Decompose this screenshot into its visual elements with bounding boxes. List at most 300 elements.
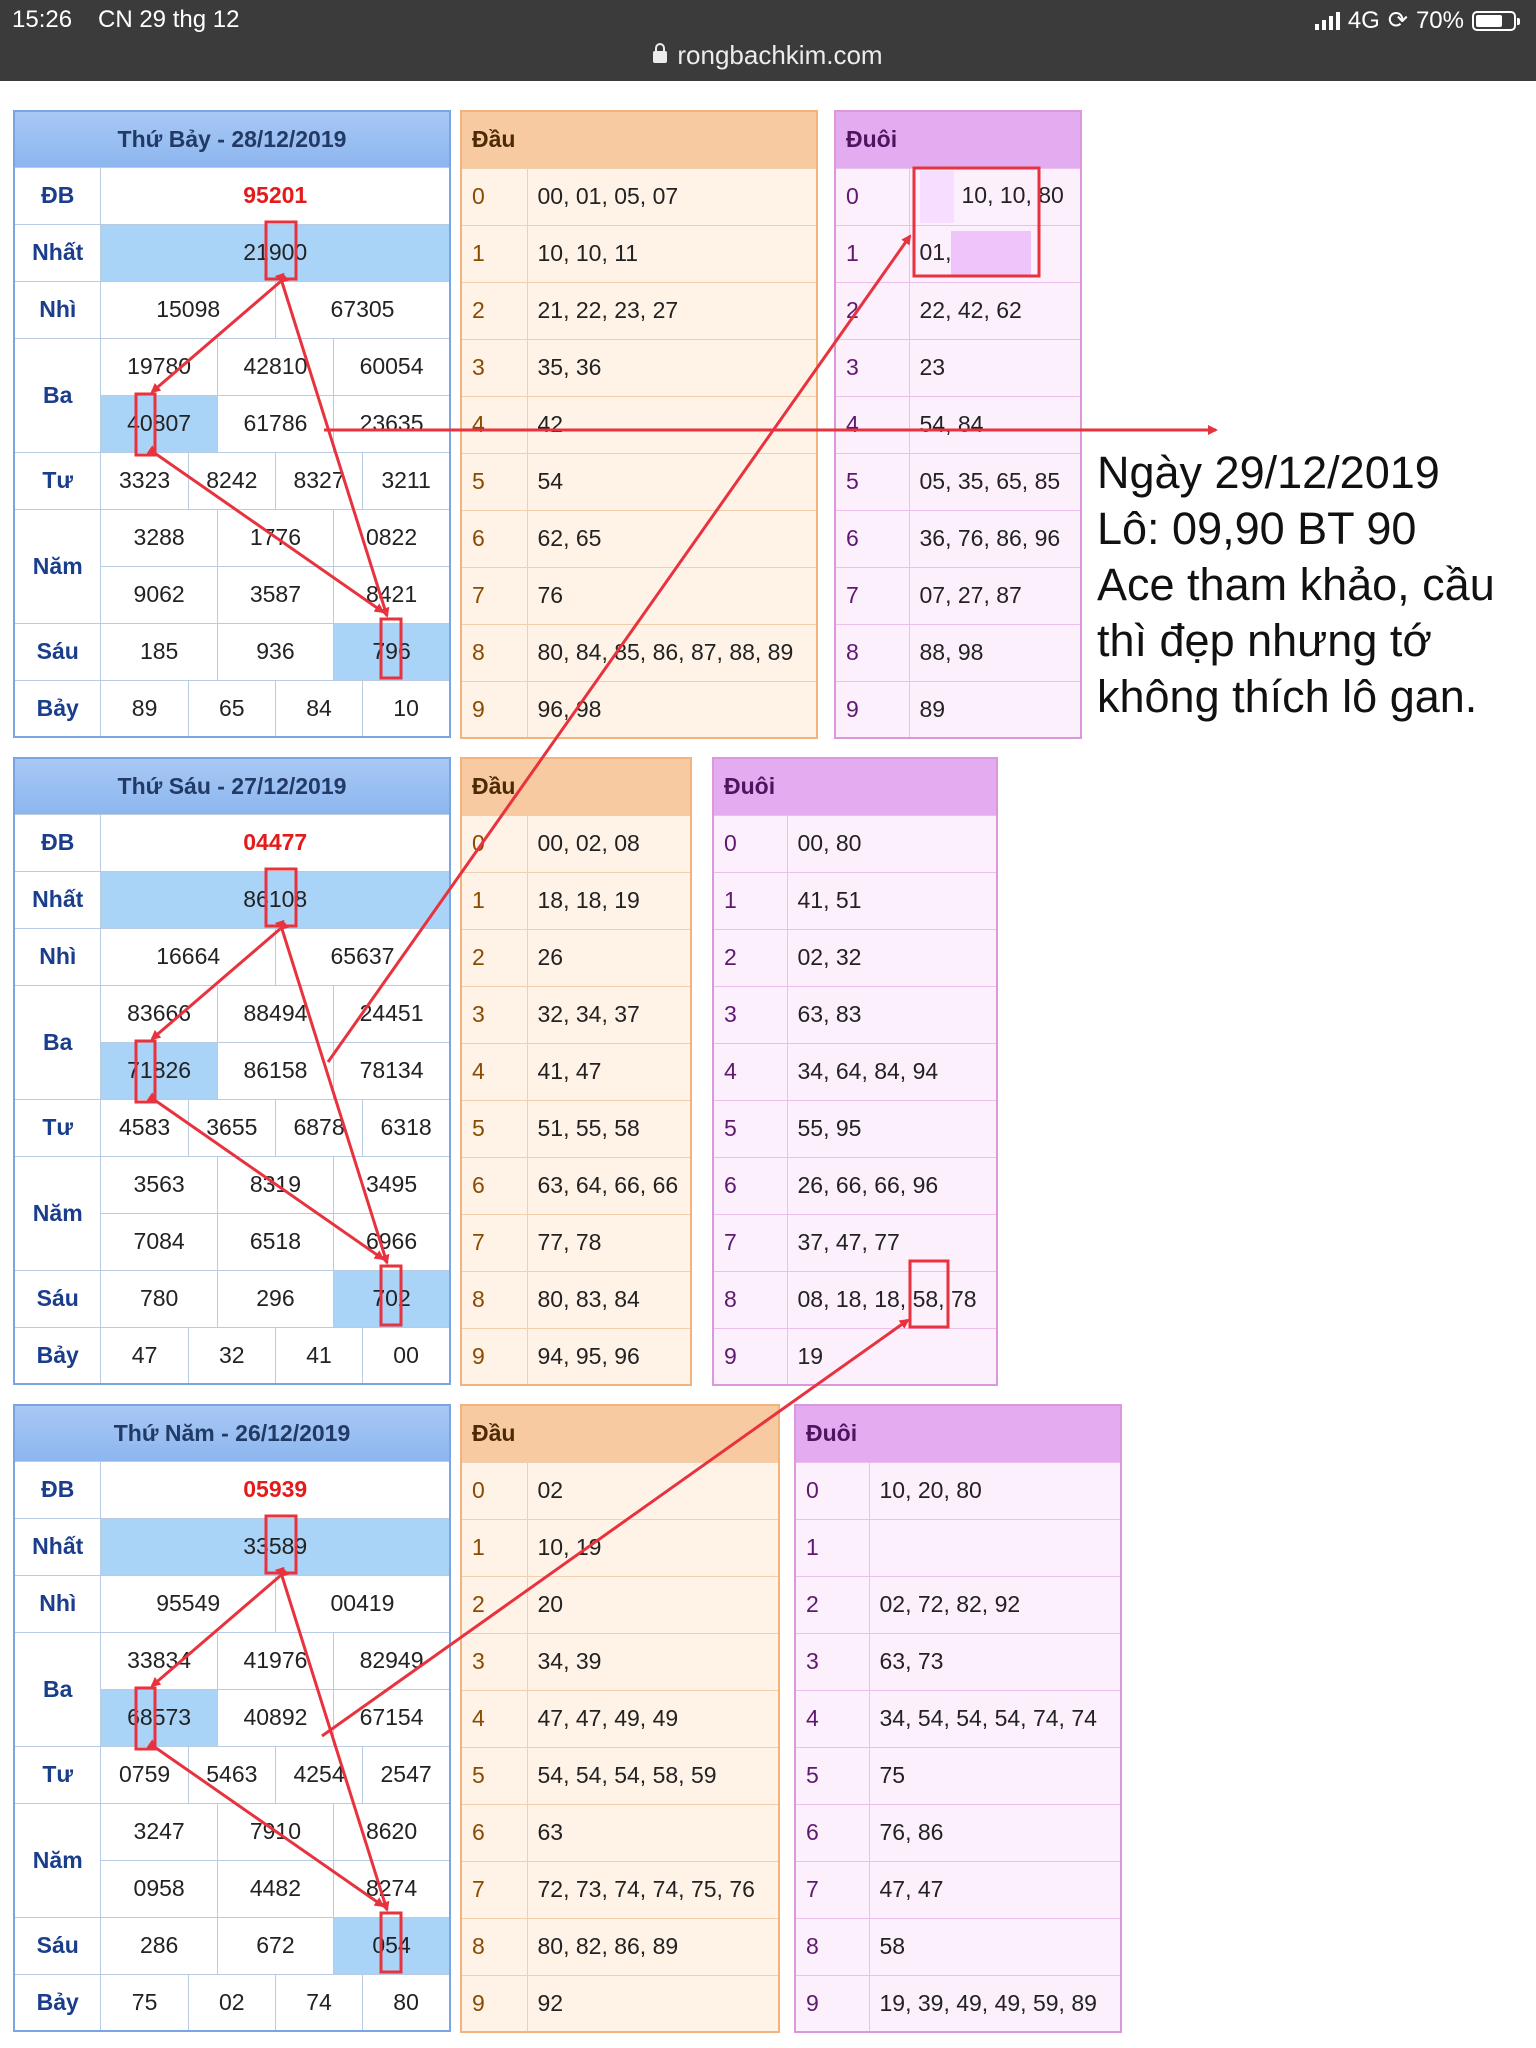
dau-digit: 3: [461, 986, 527, 1043]
fifth-prize-value: 3247: [101, 1803, 217, 1860]
seventh-prize-row: [14, 1327, 450, 1384]
third-prize-value: 40892: [217, 1689, 333, 1746]
fourth-prize-row: [14, 1099, 450, 1156]
duoi-header-row: [835, 111, 1081, 168]
duoi-header-row: [795, 1405, 1121, 1462]
dau-row: [461, 225, 817, 282]
duoi-digit: 8: [835, 624, 909, 681]
second-prize-value: 16664: [101, 928, 275, 985]
first-prize-row: [14, 871, 450, 928]
duoi-values: [909, 453, 1081, 510]
dau-row: [461, 1747, 779, 1804]
sixth-prize-value: 936: [217, 623, 333, 680]
duoi-value-text: 02, 32: [797, 944, 862, 970]
duoi-digit: 1: [713, 872, 787, 929]
dau-values: 35, 36: [527, 339, 817, 396]
dau-digit: 7: [461, 1214, 527, 1271]
duoi-values: [787, 929, 997, 986]
prize-label: Ba: [14, 985, 101, 1099]
note-line-5: không thích lô gan.: [1097, 671, 1478, 722]
third-prize-value: 71826: [101, 1042, 217, 1099]
dau-values: 26: [527, 929, 691, 986]
seventh-prize-value: 10: [363, 680, 450, 737]
duoi-digit: 0: [795, 1462, 869, 1519]
dau-values: 77, 78: [527, 1214, 691, 1271]
signal-icon: [1315, 12, 1340, 30]
duoi-row: [835, 453, 1081, 510]
url-text: rongbachkim.com: [677, 40, 883, 70]
third-prize-value: 86158: [217, 1042, 333, 1099]
prize-label: Bảy: [14, 1327, 101, 1384]
prize-label: Năm: [14, 1156, 101, 1270]
dau-digit: 4: [461, 1690, 527, 1747]
seventh-prize-value: 75: [101, 1974, 188, 2031]
duoi-row: [713, 1328, 997, 1385]
seventh-prize-value: 41: [275, 1327, 362, 1384]
result-date-title: Thứ Năm - 26/12/2019: [14, 1405, 450, 1461]
duoi-digit: 0: [713, 815, 787, 872]
duoi-value-text: 41, 51: [797, 887, 862, 913]
third-prize-value: 82949: [334, 1632, 450, 1689]
duoi-digit: 2: [835, 282, 909, 339]
first-prize-value: 21900: [101, 224, 450, 281]
dau-row: [461, 929, 691, 986]
second-prize-value: 67305: [275, 281, 450, 338]
dau-digit: 5: [461, 453, 527, 510]
duoi-value-text: 10, 20, 80: [879, 1477, 982, 1503]
duoi-value-text: 54, 84: [919, 411, 984, 437]
dau-row: [461, 1043, 691, 1100]
fifth-prize-value: 0822: [334, 509, 450, 566]
duoi-value-text: 34, 64, 84, 94: [797, 1058, 939, 1084]
address-bar[interactable]: [0, 40, 1536, 71]
special-prize-row: [14, 814, 450, 871]
duoi-digit: 8: [795, 1918, 869, 1975]
fifth-prize-row: [14, 509, 450, 566]
duoi-table: [834, 110, 1082, 739]
fourth-prize-value: 4254: [275, 1746, 362, 1803]
note-line-1: Ngày 29/12/2019: [1097, 447, 1440, 498]
sixth-prize-value: 054: [334, 1917, 450, 1974]
result-table: [13, 757, 451, 1385]
third-prize-value: 68573: [101, 1689, 217, 1746]
prize-label: ĐB: [14, 814, 101, 871]
special-prize-row: [14, 1461, 450, 1518]
dau-values: 80, 83, 84: [527, 1271, 691, 1328]
duoi-header: Đuôi: [835, 111, 1081, 168]
duoi-header: Đuôi: [713, 758, 997, 815]
prize-label: Nhất: [14, 1518, 101, 1575]
dau-row: [461, 681, 817, 738]
duoi-value-text: 01,: [919, 238, 952, 265]
duoi-row: [835, 567, 1081, 624]
dau-digit: 1: [461, 225, 527, 282]
duoi-row: [835, 282, 1081, 339]
duoi-row: [835, 168, 1081, 225]
special-prize-row: [14, 167, 450, 224]
duoi-digit: 5: [795, 1747, 869, 1804]
prize-label: Ba: [14, 1632, 101, 1746]
seventh-prize-value: 89: [101, 680, 188, 737]
fifth-prize-value: 1776: [217, 509, 333, 566]
sixth-prize-row: [14, 1917, 450, 1974]
duoi-row: [835, 510, 1081, 567]
duoi-digit: 7: [795, 1861, 869, 1918]
dau-values: 10, 10, 11: [527, 225, 817, 282]
duoi-value-text: 07, 27, 87: [919, 582, 1022, 608]
dau-digit: 8: [461, 1918, 527, 1975]
result-table: [13, 110, 451, 738]
fifth-prize-value: 4482: [217, 1860, 333, 1917]
duoi-values: [869, 1519, 1121, 1576]
duoi-digit: 9: [713, 1328, 787, 1385]
duoi-values: [787, 1271, 997, 1328]
dau-digit: 5: [461, 1100, 527, 1157]
prize-label: ĐB: [14, 167, 101, 224]
duoi-value-text: 75: [879, 1762, 906, 1788]
duoi-value-text: 37, 47, 77: [797, 1229, 900, 1255]
duoi-digit: 6: [713, 1157, 787, 1214]
rotation-lock-icon: ⟳: [1387, 7, 1408, 34]
duoi-row: [795, 1861, 1121, 1918]
dau-row: [461, 1690, 779, 1747]
fourth-prize-value: 5463: [188, 1746, 275, 1803]
dau-values: 94, 95, 96: [527, 1328, 691, 1385]
prize-label: Nhất: [14, 224, 101, 281]
dau-row: [461, 1271, 691, 1328]
duoi-row: [795, 1747, 1121, 1804]
third-prize-value: 23635: [334, 395, 450, 452]
fourth-prize-row: [14, 452, 450, 509]
prize-label: ĐB: [14, 1461, 101, 1518]
third-prize-row: [14, 1632, 450, 1689]
status-time: 15:26: [12, 6, 73, 33]
duoi-digit: 2: [713, 929, 787, 986]
dau-digit: 3: [461, 339, 527, 396]
fourth-prize-value: 6878: [275, 1099, 362, 1156]
duoi-value-text: 10, 10, 80: [961, 181, 1064, 208]
duoi-values: [869, 1690, 1121, 1747]
sixth-prize-value: 286: [101, 1917, 217, 1974]
dau-digit: 4: [461, 396, 527, 453]
dau-row: [461, 339, 817, 396]
duoi-digit: 5: [835, 453, 909, 510]
third-prize-value: 33834: [101, 1632, 217, 1689]
special-prize-value: 95201: [101, 167, 450, 224]
duoi-values: [909, 681, 1081, 738]
seventh-prize-row: [14, 1974, 450, 2031]
duoi-digit: 0: [835, 168, 909, 225]
prize-label: Tư: [14, 1746, 101, 1803]
third-prize-value: 19780: [101, 338, 217, 395]
duoi-values: [869, 1633, 1121, 1690]
second-prize-row: [14, 928, 450, 985]
duoi-values: [869, 1918, 1121, 1975]
duoi-row: [795, 1918, 1121, 1975]
dau-digit: 6: [461, 1804, 527, 1861]
dau-row: [461, 986, 691, 1043]
dau-values: 42: [527, 396, 817, 453]
dau-digit: 8: [461, 1271, 527, 1328]
sixth-prize-value: 672: [217, 1917, 333, 1974]
second-prize-row: [14, 1575, 450, 1632]
fifth-prize-row: [14, 1156, 450, 1213]
dau-digit: 0: [461, 815, 527, 872]
dau-row: [461, 1918, 779, 1975]
fifth-prize-value: 8620: [334, 1803, 450, 1860]
prize-label: Nhất: [14, 871, 101, 928]
fourth-prize-value: 3323: [101, 452, 188, 509]
duoi-row: [713, 872, 997, 929]
duoi-row: [795, 1519, 1121, 1576]
prize-label: Nhì: [14, 928, 101, 985]
fourth-prize-row: [14, 1746, 450, 1803]
dau-header-row: [461, 758, 691, 815]
duoi-value-text: 19: [797, 1342, 824, 1369]
dau-header: Đầu: [461, 758, 691, 815]
dau-row: [461, 567, 817, 624]
duoi-table: [712, 757, 998, 1386]
result-header-row: [14, 758, 450, 814]
dau-digit: 5: [461, 1747, 527, 1804]
fourth-prize-value: 8242: [188, 452, 275, 509]
dau-digit: 1: [461, 1519, 527, 1576]
dau-digit: 4: [461, 1043, 527, 1100]
duoi-values: [869, 1804, 1121, 1861]
lock-icon: [653, 51, 667, 63]
duoi-row: [713, 1271, 997, 1328]
dau-values: 51, 55, 58: [527, 1100, 691, 1157]
duoi-values: [909, 168, 1081, 225]
duoi-value-text: 22, 42, 62: [919, 297, 1022, 323]
prize-label: Bảy: [14, 680, 101, 737]
dau-digit: 6: [461, 510, 527, 567]
fifth-prize-value: 7910: [217, 1803, 333, 1860]
third-prize-value: 40807: [101, 395, 217, 452]
prize-label: Bảy: [14, 1974, 101, 2031]
duoi-digit: 3: [795, 1633, 869, 1690]
dau-table: [460, 1404, 780, 2033]
dau-digit: 9: [461, 681, 527, 738]
third-prize-value: 42810: [217, 338, 333, 395]
third-prize-value: 24451: [334, 985, 450, 1042]
dau-digit: 7: [461, 1861, 527, 1918]
third-prize-value: 61786: [217, 395, 333, 452]
dau-values: 76: [527, 567, 817, 624]
result-header-row: [14, 111, 450, 167]
dau-header: Đầu: [461, 1405, 779, 1462]
dau-row: [461, 1519, 779, 1576]
duoi-digit: 9: [795, 1975, 869, 2032]
dau-values: 10, 19: [527, 1519, 779, 1576]
third-prize-value: 67154: [334, 1689, 450, 1746]
first-prize-value: 33589: [101, 1518, 450, 1575]
dau-values: 63, 64, 66, 66: [527, 1157, 691, 1214]
highlight-marker: [951, 231, 1031, 277]
sixth-prize-value: 702: [334, 1270, 450, 1327]
dau-row: [461, 453, 817, 510]
seventh-prize-value: 84: [275, 680, 362, 737]
fifth-prize-value: 7084: [101, 1213, 217, 1270]
status-bar: [0, 0, 1536, 81]
dau-row: [461, 282, 817, 339]
dau-header-row: [461, 1405, 779, 1462]
duoi-values: [787, 872, 997, 929]
status-indicators: [1315, 6, 1516, 35]
duoi-digit: 8: [713, 1271, 787, 1328]
second-prize-value: 00419: [275, 1575, 450, 1632]
dau-values: 41, 47: [527, 1043, 691, 1100]
duoi-value-text: 23: [919, 354, 946, 380]
duoi-row: [795, 1633, 1121, 1690]
sixth-prize-value: 296: [217, 1270, 333, 1327]
fourth-prize-value: 3211: [363, 452, 450, 509]
prediction-note: [1097, 445, 1527, 725]
duoi-row: [795, 1975, 1121, 2032]
fourth-prize-value: 4583: [101, 1099, 188, 1156]
prize-label: Nhì: [14, 1575, 101, 1632]
dau-digit: 8: [461, 624, 527, 681]
fifth-prize-value: 8274: [334, 1860, 450, 1917]
fifth-prize-value: 3587: [217, 566, 333, 623]
dau-digit: 1: [461, 872, 527, 929]
dau-values: 92: [527, 1975, 779, 2032]
seventh-prize-value: 00: [363, 1327, 450, 1384]
seventh-prize-value: 02: [188, 1974, 275, 2031]
result-table: [13, 1404, 451, 2032]
fifth-prize-value: 6966: [334, 1213, 450, 1270]
duoi-row: [835, 681, 1081, 738]
dau-values: 32, 34, 37: [527, 986, 691, 1043]
duoi-row: [795, 1690, 1121, 1747]
duoi-digit: 6: [795, 1804, 869, 1861]
third-prize-value: 83666: [101, 985, 217, 1042]
duoi-digit: 4: [795, 1690, 869, 1747]
dau-row: [461, 1633, 779, 1690]
dau-row: [461, 1214, 691, 1271]
duoi-values: [787, 1043, 997, 1100]
duoi-row: [713, 929, 997, 986]
highlight-marker: [920, 171, 954, 223]
dau-values: 02: [527, 1462, 779, 1519]
duoi-value-text: 89: [919, 695, 946, 722]
duoi-value-text: 00, 80: [797, 830, 862, 856]
prize-label: Ba: [14, 338, 101, 452]
duoi-table: [794, 1404, 1122, 2033]
dau-values: 62, 65: [527, 510, 817, 567]
duoi-row: [795, 1804, 1121, 1861]
dau-values: 00, 02, 08: [527, 815, 691, 872]
dau-header: Đầu: [461, 111, 817, 168]
fourth-prize-value: 6318: [363, 1099, 450, 1156]
note-line-2: Lô: 09,90 BT 90: [1097, 503, 1417, 554]
third-prize-row: [14, 985, 450, 1042]
prize-label: Sáu: [14, 1270, 101, 1327]
dau-values: 63: [527, 1804, 779, 1861]
duoi-values: [869, 1462, 1121, 1519]
fifth-prize-value: 9062: [101, 566, 217, 623]
duoi-digit: 4: [835, 396, 909, 453]
fourth-prize-value: 0759: [101, 1746, 188, 1803]
seventh-prize-value: 80: [363, 1974, 450, 2031]
duoi-digit: 1: [795, 1519, 869, 1576]
prize-label: Năm: [14, 509, 101, 623]
dau-digit: 2: [461, 1576, 527, 1633]
duoi-values: [869, 1975, 1121, 2032]
dau-table: [460, 757, 692, 1386]
duoi-values: [869, 1747, 1121, 1804]
dau-row: [461, 624, 817, 681]
prize-label: Tư: [14, 452, 101, 509]
duoi-values: [909, 282, 1081, 339]
seventh-prize-value: 65: [188, 680, 275, 737]
dau-row: [461, 1861, 779, 1918]
duoi-values: [787, 1100, 997, 1157]
seventh-prize-value: 47: [101, 1327, 188, 1384]
dau-row: [461, 1975, 779, 2032]
duoi-value-text: 58: [879, 1933, 906, 1959]
dau-row: [461, 872, 691, 929]
prize-label: Sáu: [14, 623, 101, 680]
dau-values: 21, 22, 23, 27: [527, 282, 817, 339]
fourth-prize-value: 3655: [188, 1099, 275, 1156]
fifth-prize-row: [14, 1803, 450, 1860]
duoi-value-text: 26, 66, 66, 96: [797, 1172, 939, 1198]
duoi-digit: 5: [713, 1100, 787, 1157]
third-prize-value: 78134: [334, 1042, 450, 1099]
duoi-value-text: 63, 73: [879, 1648, 944, 1674]
duoi-value-text: 05, 35, 65, 85: [919, 468, 1061, 494]
dau-row: [461, 396, 817, 453]
dau-digit: 0: [461, 168, 527, 225]
note-line-4: thì đẹp nhưng tớ: [1097, 615, 1432, 666]
battery-percent: 70%: [1415, 6, 1464, 34]
dau-row: [461, 815, 691, 872]
duoi-row: [713, 1157, 997, 1214]
dau-values: 96, 98: [527, 681, 817, 738]
fourth-prize-value: 8327: [275, 452, 362, 509]
dau-values: 80, 82, 86, 89: [527, 1918, 779, 1975]
duoi-value-text: 88, 98: [919, 639, 984, 665]
fifth-prize-value: 3563: [101, 1156, 217, 1213]
sixth-prize-value: 185: [101, 623, 217, 680]
duoi-header-row: [713, 758, 997, 815]
duoi-digit: 6: [835, 510, 909, 567]
sixth-prize-value: 796: [334, 623, 450, 680]
duoi-row: [713, 1214, 997, 1271]
second-prize-row: [14, 281, 450, 338]
dau-digit: 9: [461, 1975, 527, 2032]
dau-values: 54, 54, 54, 58, 59: [527, 1747, 779, 1804]
dau-values: 54: [527, 453, 817, 510]
dau-digit: 2: [461, 929, 527, 986]
first-prize-row: [14, 224, 450, 281]
dau-row: [461, 1328, 691, 1385]
duoi-row: [713, 815, 997, 872]
dau-values: 34, 39: [527, 1633, 779, 1690]
dau-values: 20: [527, 1576, 779, 1633]
dau-table: [460, 110, 818, 739]
fourth-prize-value: 2547: [363, 1746, 450, 1803]
duoi-header: Đuôi: [795, 1405, 1121, 1462]
duoi-value-text: 08, 18, 18, 58, 78: [797, 1286, 977, 1312]
prize-label: Tư: [14, 1099, 101, 1156]
battery-icon: [1472, 11, 1516, 31]
duoi-values: [909, 567, 1081, 624]
duoi-value-text: 36, 76, 86, 96: [919, 525, 1061, 551]
fifth-prize-value: 3288: [101, 509, 217, 566]
dau-values: 00, 01, 05, 07: [527, 168, 817, 225]
